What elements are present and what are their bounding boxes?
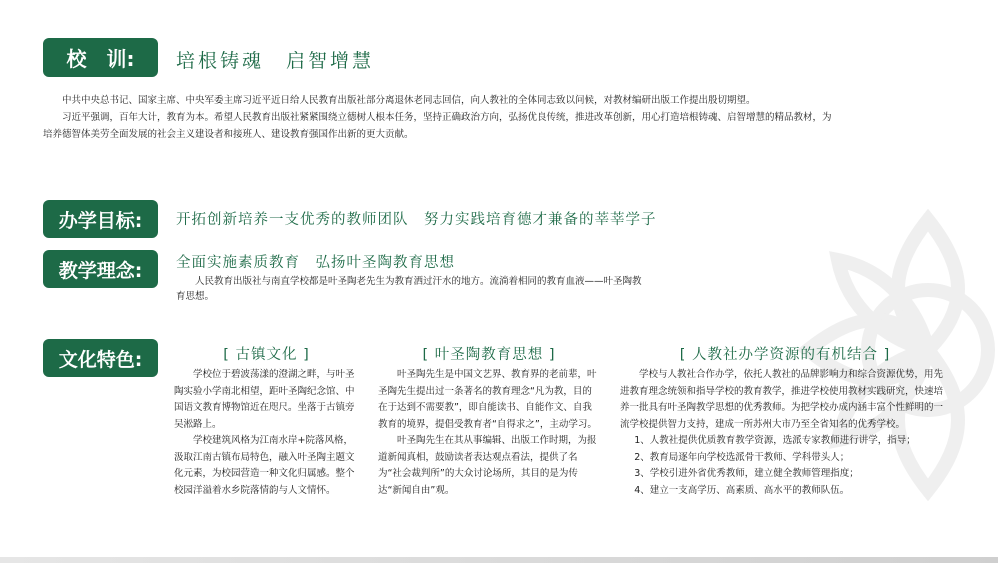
- motto-label: 校 训:: [43, 38, 158, 77]
- culture-column-1-text: [174, 367, 359, 499]
- culture-column-1-title: [ 古镇文化 ]: [223, 347, 310, 363]
- bottom-divider: [0, 557, 998, 563]
- culture-list-item: 2、教育局逐年向学校选派骨干教师、学科带头人；: [634, 451, 850, 463]
- philosophy-text: 全面实施素质教育 弘扬叶圣陶教育思想: [176, 255, 455, 271]
- culture-column-1-paragraph: 学校建筑风格为江南水岸+院落风格，汲取江南古镇布局特色，融入叶圣陶主题文化元素，为校园营造一种文化归属感。整个校园洋溢着水乡院落情韵与人文情怀。: [174, 435, 355, 496]
- motto-paragraph-1: 中共中央总书记、国家主席、中央军委主席习近平近日给人民教育出版社部分离退休老同志回信，向人教社的全体同志致以问候，对教材编研出版工作提出殷切期望。: [62, 95, 756, 106]
- culture-label: 文化特色:: [43, 339, 158, 377]
- culture-column-2-title: [ 叶圣陶教育思想 ]: [422, 347, 556, 363]
- motto-text: 培根铸魂 启智增慧: [176, 50, 375, 72]
- philosophy-paragraph: 人民教育出版社与南直学校都是叶圣陶老先生为教育洒过汗水的地方。流淌着相同的教育血液——叶圣陶教育思想。: [176, 276, 642, 302]
- culture-column-3-paragraph: 学校与人教社合作办学，依托人教社的品牌影响力和综合资源优势，用先进教育理念统领和指导学校的教育教学，推进学校使用教材实践研究，快速培养一批具有叶圣陶教学思想的优秀教师。为把学校办成内涵丰富个性鲜明的一流学校提供智力支持，建成一所苏州大市乃至全省知名的优秀学校。: [620, 369, 944, 430]
- culture-column-1-paragraph: 学校位于碧波荡漾的澄湖之畔，与叶圣陶实验小学南北相望，距叶圣陶纪念馆、中国语文教育博物馆近在咫尺。坐落于古镇旁吴淞路上。: [174, 369, 355, 430]
- culture-list-item: 3、学校引进外省优秀教师，建立健全教师管理指度；: [634, 468, 859, 479]
- culture-column-2-text: [378, 367, 600, 499]
- philosophy-label: 教学理念:: [43, 250, 158, 288]
- culture-list-item: 1、人教社提供优质教育教学资源，选派专家教师进行讲学，指导；: [634, 435, 916, 446]
- culture-column-3-text: [620, 367, 950, 499]
- motto-paragraph-2: 习近平强调，百年大计，教育为本。希望人民教育出版社紧紧围绕立德树人根本任务，坚持正确政治方向，弘扬优良传统，推进改革创新，用心打造培根铸魂、启智增慧的精品教材，为培养德智体美劳全面发展的社会主义建设者和接班人、建设教育强国作出新的更大贡献。: [43, 112, 832, 140]
- goal-label: 办学目标:: [43, 200, 158, 238]
- culture-list-item: 4、建立一支高学历、高素质、高水平的教师队伍。: [634, 484, 850, 496]
- culture-column-2-paragraph: 叶圣陶先生在其从事编辑、出版工作时期，为报道新闻真相，鼓励读者表达观点看法，提供了名为“社会裁判所”的大众讨论场所，其目的是为传达“新闻自由”观。: [378, 435, 597, 496]
- goal-text: 开拓创新培养一支优秀的教师团队 努力实践培育德才兼备的莘莘学子: [176, 212, 657, 228]
- culture-column-2-paragraph: 叶圣陶先生是中国文艺界、教育界的老前辈，叶圣陶先生提出过一条著名的教育理念“凡为教，目的在于达到不需要教”，即自能读书、自能作文、自我教育的境界，提倡受教育者“自得求之”，主动学习。: [378, 369, 597, 430]
- culture-column-3-title: [ 人教社办学资源的有机结合 ]: [679, 347, 891, 363]
